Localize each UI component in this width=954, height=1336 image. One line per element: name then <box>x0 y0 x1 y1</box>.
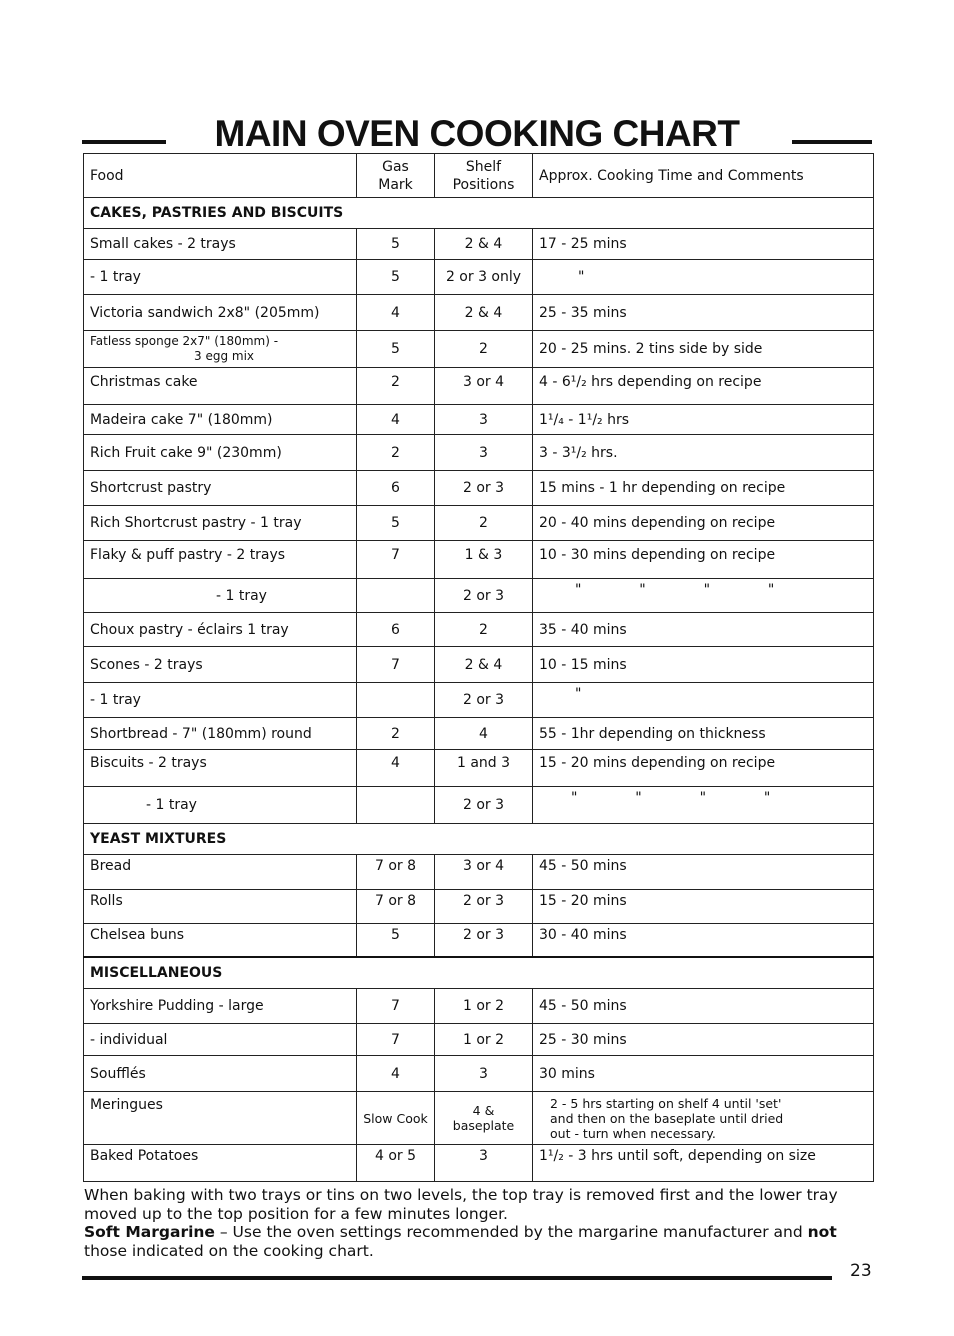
approx-cell: 4 - 6¹/₂ hrs depending on recipe <box>533 368 874 405</box>
page-title: MAIN OVEN COOKING CHART <box>214 113 740 154</box>
approx-cell: 35 - 40 mins <box>533 613 874 647</box>
gas-mark-cell: 5 <box>357 331 435 368</box>
shelf-cell: 2 & 4 <box>435 295 533 331</box>
gas-mark-cell: 7 or 8 <box>357 855 435 890</box>
shelf-cell: 2 & 4 <box>435 647 533 683</box>
table-row <box>84 989 874 1024</box>
header-row <box>84 154 874 198</box>
gas-mark-cell <box>357 683 435 718</box>
gas-mark-cell: 6 <box>357 613 435 647</box>
approx-cell: 15 mins - 1 hr depending on recipe <box>533 471 874 506</box>
gas-mark-cell: 4 <box>357 750 435 787</box>
section-heading: CAKES, PASTRIES AND BISCUITS <box>84 198 874 229</box>
table-row <box>84 647 874 683</box>
food-cell: Madeira cake 7" (180mm) <box>84 405 357 435</box>
gas-mark-cell: 7 <box>357 541 435 579</box>
shelf-cell: 2 or 3 <box>435 890 533 924</box>
gas-mark-cell: 2 <box>357 718 435 750</box>
table-row <box>84 683 874 718</box>
shelf-cell: 3 <box>435 1056 533 1092</box>
shelf-cell: 2 or 3 <box>435 471 533 506</box>
table-row <box>84 506 874 541</box>
gas-mark-cell: Slow Cook <box>357 1092 435 1145</box>
header-approx-time: Approx. Cooking Time and Comments <box>533 154 874 198</box>
food-cell: Yorkshire Pudding - large <box>84 989 357 1024</box>
table-row <box>84 924 874 957</box>
header-gas-mark: Gas Mark <box>357 154 435 198</box>
approx-cell: 3 - 3¹/₂ hrs. <box>533 435 874 471</box>
approx-cell: " " " " <box>533 787 874 824</box>
section-row <box>84 198 874 229</box>
food-cell: Fatless sponge 2x7" (180mm) - 3 egg mix <box>84 331 357 368</box>
approx-cell: 45 - 50 mins <box>533 855 874 890</box>
table-row <box>84 368 874 405</box>
gas-mark-cell: 4 <box>357 405 435 435</box>
shelf-cell: 2 <box>435 613 533 647</box>
food-cell: Small cakes - 2 trays <box>84 229 357 260</box>
table-row <box>84 855 874 890</box>
header-food: Food <box>84 154 357 198</box>
gas-mark-cell: 5 <box>357 260 435 295</box>
shelf-cell: 3 <box>435 405 533 435</box>
approx-cell: 2 - 5 hrs starting on shelf 4 until 'set' and then on the baseplate until dried out - turn when necessary. <box>533 1092 874 1145</box>
table-row <box>84 295 874 331</box>
food-cell: - 1 tray <box>84 683 357 718</box>
food-cell: Bread <box>84 855 357 890</box>
table-row <box>84 405 874 435</box>
gas-mark-cell: 5 <box>357 924 435 957</box>
table-row <box>84 1056 874 1092</box>
table-row <box>84 331 874 368</box>
food-cell: Christmas cake <box>84 368 357 405</box>
food-cell: Meringues <box>84 1092 357 1145</box>
table-row <box>84 1145 874 1182</box>
shelf-cell: 3 or 4 <box>435 855 533 890</box>
food-cell: - 1 tray <box>84 787 357 824</box>
shelf-cell: 2 <box>435 331 533 368</box>
food-cell: - 1 tray <box>84 579 357 613</box>
approx-cell: 17 - 25 mins <box>533 229 874 260</box>
shelf-cell: 1 or 2 <box>435 1024 533 1056</box>
cooking-chart-table <box>83 153 874 1182</box>
shelf-cell: 2 or 3 <box>435 787 533 824</box>
shelf-cell: 2 <box>435 506 533 541</box>
approx-cell: 10 - 15 mins <box>533 647 874 683</box>
gas-mark-cell: 5 <box>357 229 435 260</box>
shelf-cell: 3 <box>435 1145 533 1182</box>
food-cell: Rolls <box>84 890 357 924</box>
table-row <box>84 579 874 613</box>
food-cell: Shortcrust pastry <box>84 471 357 506</box>
food-cell: Rich Fruit cake 9" (230mm) <box>84 435 357 471</box>
shelf-cell: 2 & 4 <box>435 229 533 260</box>
shelf-cell: 1 & 3 <box>435 541 533 579</box>
gas-mark-cell: 4 or 5 <box>357 1145 435 1182</box>
food-cell: Rich Shortcrust pastry - 1 tray <box>84 506 357 541</box>
gas-mark-cell <box>357 579 435 613</box>
table-row <box>84 1092 874 1145</box>
section-row <box>84 957 874 989</box>
approx-cell: 1¹/₂ - 3 hrs until soft, depending on size <box>533 1145 874 1182</box>
footnote <box>84 1186 884 1260</box>
gas-mark-cell: 4 <box>357 295 435 331</box>
approx-cell: 55 - 1hr depending on thickness <box>533 718 874 750</box>
approx-cell: 15 - 20 mins <box>533 890 874 924</box>
approx-cell: " <box>533 260 874 295</box>
gas-mark-cell: 7 <box>357 989 435 1024</box>
page-number: 23 <box>850 1261 872 1281</box>
table-row <box>84 787 874 824</box>
shelf-cell: 1 or 2 <box>435 989 533 1024</box>
shelf-cell: 4 <box>435 718 533 750</box>
approx-cell: 1¹/₄ - 1¹/₂ hrs <box>533 405 874 435</box>
table-row <box>84 541 874 579</box>
food-cell: - individual <box>84 1024 357 1056</box>
approx-cell: 15 - 20 mins depending on recipe <box>533 750 874 787</box>
soft-margarine-label: Soft Margarine <box>84 1223 215 1241</box>
shelf-cell: 2 or 3 <box>435 924 533 957</box>
soft-margarine-note: Soft Margarine – Use the oven settings recommended by the margarine manufacturer and not those indicated on the cooking chart. <box>84 1223 837 1260</box>
food-cell: - 1 tray <box>84 260 357 295</box>
gas-mark-cell: 7 <box>357 647 435 683</box>
approx-cell: " <box>533 683 874 718</box>
shelf-cell: 2 or 3 <box>435 579 533 613</box>
food-cell: Choux pastry - éclairs 1 tray <box>84 613 357 647</box>
food-cell: Soufflés <box>84 1056 357 1092</box>
shelf-cell: 2 or 3 <box>435 683 533 718</box>
gas-mark-cell: 7 or 8 <box>357 890 435 924</box>
approx-cell: 25 - 30 mins <box>533 1024 874 1056</box>
section-heading: YEAST MIXTURES <box>84 824 874 855</box>
shelf-cell: 1 and 3 <box>435 750 533 787</box>
table-row <box>84 260 874 295</box>
table-row <box>84 890 874 924</box>
gas-mark-cell: 2 <box>357 435 435 471</box>
approx-cell: 10 - 30 mins depending on recipe <box>533 541 874 579</box>
food-cell: Victoria sandwich 2x8" (205mm) <box>84 295 357 331</box>
gas-mark-cell: 5 <box>357 506 435 541</box>
table-row <box>84 435 874 471</box>
shelf-cell: 2 or 3 only <box>435 260 533 295</box>
bottom-rule <box>82 1276 832 1280</box>
approx-cell: 25 - 35 mins <box>533 295 874 331</box>
table-row <box>84 1024 874 1056</box>
approx-cell: " " " " <box>533 579 874 613</box>
approx-cell: 30 - 40 mins <box>533 924 874 957</box>
section-heading: MISCELLANEOUS <box>84 957 874 989</box>
footnote-paragraph: When baking with two trays or tins on two levels, the top tray is removed first and the lower tray moved up to the top position for a few minutes longer. <box>84 1186 838 1223</box>
gas-mark-cell: 7 <box>357 1024 435 1056</box>
table-row <box>84 471 874 506</box>
approx-cell: 20 - 40 mins depending on recipe <box>533 506 874 541</box>
shelf-cell: 3 or 4 <box>435 368 533 405</box>
food-cell: Flaky & puff pastry - 2 trays <box>84 541 357 579</box>
food-cell: Biscuits - 2 trays <box>84 750 357 787</box>
food-cell: Scones - 2 trays <box>84 647 357 683</box>
gas-mark-cell: 4 <box>357 1056 435 1092</box>
shelf-cell: 3 <box>435 435 533 471</box>
table-row <box>84 613 874 647</box>
gas-mark-cell: 2 <box>357 368 435 405</box>
gas-mark-cell <box>357 787 435 824</box>
table-row <box>84 229 874 260</box>
shelf-cell: 4 & baseplate <box>435 1092 533 1145</box>
header-shelf-positions: Shelf Positions <box>435 154 533 198</box>
food-cell: Chelsea buns <box>84 924 357 957</box>
table-row <box>84 750 874 787</box>
gas-mark-cell: 6 <box>357 471 435 506</box>
approx-cell: 20 - 25 mins. 2 tins side by side <box>533 331 874 368</box>
food-cell: Shortbread - 7" (180mm) round <box>84 718 357 750</box>
food-cell: Baked Potatoes <box>84 1145 357 1182</box>
approx-cell: 30 mins <box>533 1056 874 1092</box>
section-row <box>84 824 874 855</box>
not-emphasis: not <box>807 1223 837 1241</box>
approx-cell: 45 - 50 mins <box>533 989 874 1024</box>
table-row <box>84 718 874 750</box>
